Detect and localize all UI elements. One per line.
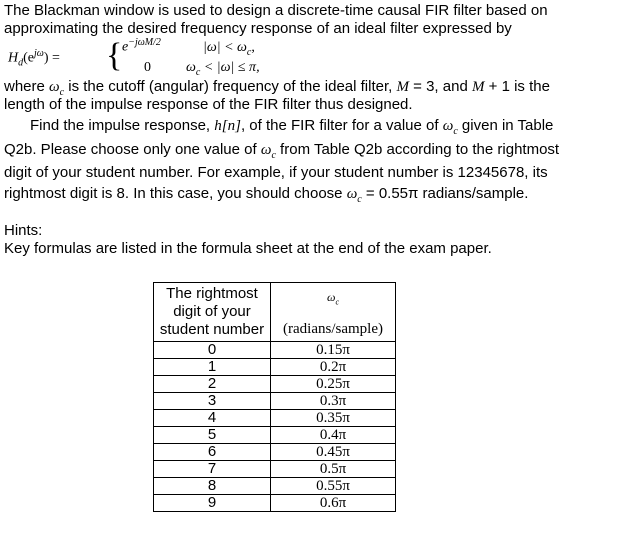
eq-case1-sup: −jωM/2 [128, 37, 161, 48]
digit-cell: 6 [154, 444, 271, 461]
eq-case2-value: 0 [144, 60, 151, 75]
omega-cell: 0.25π [271, 376, 396, 393]
omega-symbol: ω [442, 118, 454, 134]
digit-cell: 1 [154, 359, 271, 376]
eq-case1-tail: , [251, 40, 255, 55]
digit-cell: 7 [154, 461, 271, 478]
paragraph-line-4: length of the impulse response of the FIR filter thus designed. [4, 96, 413, 113]
paragraph-line-2: approximating the desired frequency response of an ideal filter expressed by [4, 20, 512, 37]
digit-cell: 9 [154, 495, 271, 512]
omega-cell: 0.55π [271, 478, 396, 495]
table-row [154, 410, 396, 427]
paragraph-line-6 [4, 141, 559, 165]
omega-cell: 0.5π [271, 461, 396, 478]
digit-cell: 0 [154, 342, 271, 359]
table-row [154, 427, 396, 444]
omega-symbol: ω [260, 142, 272, 158]
header-omega [271, 283, 396, 342]
eq-lhs: H [8, 50, 19, 66]
omega-cell: 0.3π [271, 393, 396, 410]
omega-sub: c [59, 87, 65, 98]
paragraph-line-1: The Blackman window is used to design a discrete-time causal FIR filter based on [4, 2, 548, 19]
text-value: = 0.55π radians/sample. [361, 185, 529, 202]
omega-cell: 0.2π [271, 359, 396, 376]
text-find: Find the impulse response, [30, 117, 215, 134]
eq-case1-value: e [122, 39, 129, 55]
omega-sub: c [357, 194, 362, 205]
eq-lhs-sub: d [18, 57, 24, 69]
omega-symbol: ω [49, 79, 60, 95]
header-digit [154, 283, 271, 342]
header-digit-line-3: student number [159, 321, 265, 338]
text-from-table: from Table Q2b according to the rightmost [275, 141, 560, 158]
header-digit-line-2: digit of your [173, 303, 251, 320]
m-symbol-2: M [471, 79, 485, 95]
text-plus: + 1 is the [484, 78, 550, 95]
digit-cell: 2 [154, 376, 271, 393]
text-given: given in Table [457, 117, 554, 134]
text-fir: , of the FIR filter for a value of [240, 117, 443, 134]
table-row [154, 359, 396, 376]
omega-sub: c [271, 150, 276, 161]
paragraph-line-8 [4, 185, 528, 209]
omega-symbol: ω [346, 186, 358, 202]
eq-case1-cond: |ω| < ω [203, 40, 247, 55]
header-digit-line-1: The rightmost [166, 285, 258, 302]
eq-case2-cond-sub: c [195, 66, 201, 78]
digit-cell: 8 [154, 478, 271, 495]
table-row [154, 393, 396, 410]
omega-cell: 0.4π [271, 427, 396, 444]
text-cutoff: is the cutoff (angular) frequency of the ideal filter, [64, 78, 397, 95]
table-row [154, 495, 396, 512]
table-row [154, 444, 396, 461]
digit-cell: 4 [154, 410, 271, 427]
paragraph-line-7: digit of your student number. For example, if your student number is 12345678, its [4, 164, 548, 181]
omega-sub: c [453, 126, 458, 137]
digit-cell: 3 [154, 393, 271, 410]
table-row [154, 461, 396, 478]
hints-text: Key formulas are listed in the formula sheet at the end of the exam paper. [4, 240, 492, 257]
table-row [154, 342, 396, 359]
eq-case2-cond: < |ω| ≤ π, [200, 60, 260, 75]
omega-cell: 0.35π [271, 410, 396, 427]
paragraph-line-5 [30, 117, 553, 141]
eq-lhs-arg: (e [23, 50, 35, 66]
eq-brace: { [106, 37, 123, 74]
omega-cell: 0.15π [271, 342, 396, 359]
digit-cell: 5 [154, 427, 271, 444]
table-row [154, 478, 396, 495]
omega-cell: 0.45π [271, 444, 396, 461]
text-equals: = 3, and [409, 78, 472, 95]
eq-case1-cond-sub: c [246, 46, 252, 58]
table-q2b [153, 282, 396, 512]
omega-sub: c [335, 297, 340, 307]
eq-lhs-sup: jω [34, 48, 44, 59]
h-n-symbol: h[n] [214, 118, 241, 134]
text-where: where [4, 78, 50, 95]
table-row [154, 376, 396, 393]
omega-symbol: ω [326, 290, 336, 305]
m-symbol: M [396, 79, 409, 95]
text-rightmost: rightmost digit is 8. In this case, you should choose [4, 185, 347, 202]
text-choose: Q2b. Please choose only one value of [4, 141, 261, 158]
omega-cell: 0.6π [271, 495, 396, 512]
hints-title: Hints: [4, 222, 43, 239]
eq-case2-cond-pre: ω [186, 60, 196, 75]
table-body [154, 342, 396, 512]
eq-lhs-close: ) = [43, 50, 60, 66]
header-omega-symbol [271, 290, 395, 309]
header-omega-unit: (radians/sample) [283, 320, 383, 337]
